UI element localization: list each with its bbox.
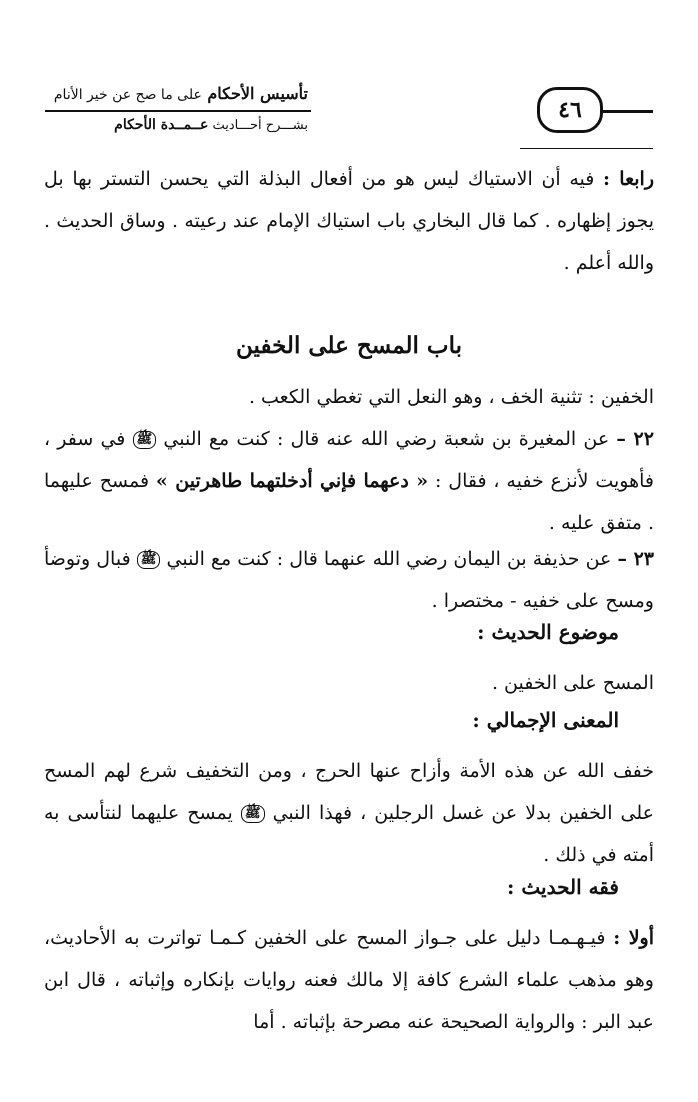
- hadith-23-number: ٢٣ –: [617, 548, 655, 570]
- page-number: ٤٦: [537, 87, 603, 133]
- book-title-rest: على ما صح عن خير الأنام: [53, 87, 202, 103]
- paragraph-awwalan: [44, 917, 654, 1043]
- header-rule-right: [596, 110, 653, 113]
- chapter-heading: باب المسح على الخفين: [236, 332, 462, 359]
- awwalan-label: أولا :: [613, 927, 654, 949]
- hadith-23: [44, 538, 654, 622]
- topic-text: المسح على الخفين .: [491, 672, 654, 694]
- hadith-22-text-c: فمسح عليهما . متفق عليه .: [44, 470, 654, 534]
- meaning-text-a: خفف الله عن هذه الأمة وأزاح عنها الحرج ، ومن التخفيف شرع لهم المسح على الخفين بدلا عن غسل الرجلين ، فهذا النبي: [44, 760, 655, 824]
- book-subtitle-bold: عــمــدة الأحكام: [114, 117, 209, 133]
- hadith-22: [44, 418, 654, 544]
- salla-glyph: ﷺ: [137, 551, 161, 569]
- meaning-heading: المعنى الإجمالي :: [472, 708, 619, 732]
- meaning-text-b: يمسح عليهما لنتأسى به أمته في ذلك .: [44, 802, 654, 866]
- book-subtitle: [18, 117, 308, 133]
- salla-glyph: ﷺ: [133, 431, 157, 449]
- awwalan-text: فيـهـمـا دليل على جـواز المسح على الخفين كـمـا تواترت به الأحاديث، وهو مذهب علماء الشرع كافة إلا مالك فعنه روايات بإنكاره وإثباته ، قال ابن عبد البر : والرواية الصحيحة عنه مصرحة بإثباته . أما: [44, 927, 654, 1033]
- paragraph-rabian: [44, 158, 654, 284]
- book-title: [18, 84, 308, 103]
- header-rule-under: [520, 148, 653, 149]
- definition-paragraph: الخفين : تثنية الخف ، وهو النعل التي تغطي الكعب .: [248, 386, 654, 408]
- hadith-23-text-b: فبال وتوضأ ومسح على خفيه - مختصرا .: [44, 548, 654, 612]
- salla-glyph: ﷺ: [241, 805, 265, 823]
- hadith-22-number: ٢٢ –: [616, 428, 654, 450]
- rabian-label: رابعا :: [603, 168, 654, 190]
- rabian-text: فيه أن الاستياك ليس هو من أفعال البذلة التي يحسن التستر بها بل يجوز إظهاره . كما قال البخاري باب استياك الإمام عند رعيته . وساق الحديث . والله أعلم .: [44, 168, 654, 274]
- hadith-23-text-a: عن حذيفة بن اليمان رضي الله عنهما قال : كنت مع النبي: [166, 548, 612, 570]
- book-subtitle-prefix: بشـــرح أحـــاديث: [212, 118, 308, 133]
- hadith-22-quote: « دعهما فإني أدخلتهما طاهرتين »: [155, 470, 429, 492]
- meaning-paragraph: [44, 750, 654, 876]
- topic-heading: موضوع الحديث :: [477, 620, 619, 644]
- header-rule-left: [45, 110, 311, 112]
- hadith-22-text-a: عن المغيرة بن شعبة رضي الله عنه قال : كنت مع النبي: [163, 428, 610, 450]
- hadith-22-text-b: في سفر ، فأهويت لأنزع خفيه ، فقال :: [44, 428, 655, 492]
- book-title-bold: تأسيس الأحكام: [207, 84, 308, 103]
- fiqh-heading: فقه الحديث :: [507, 875, 619, 899]
